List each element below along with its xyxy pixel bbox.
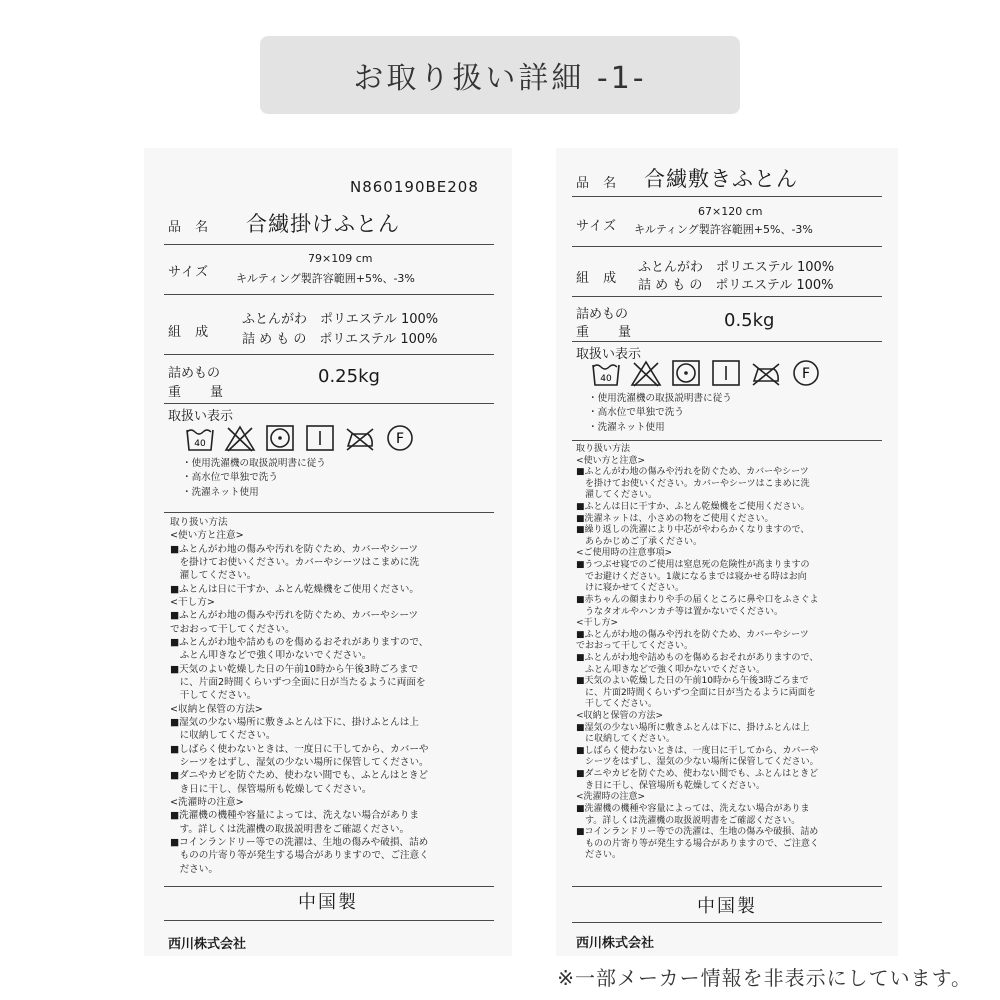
care-instruction-line: ■ふとんがわ地の傷みや汚れを防ぐため、カバーやシーツ [576, 629, 809, 640]
care-instructions [170, 516, 429, 876]
care-instruction-line: 干してください。 [170, 690, 257, 702]
wash-temp: 40 [600, 374, 612, 384]
weight-label: 重 量 [576, 325, 633, 340]
care-instruction-line: <干し方> [170, 596, 215, 608]
care-instruction-line: ■しばらく使わないときは、一度日に干してから、カバーや [576, 745, 819, 756]
line-dry-icon [710, 359, 742, 387]
no-iron-icon [344, 424, 376, 452]
care-instruction-line: ものの片寄り等が発生する場合がありますので、ご注意く [170, 850, 429, 862]
care-instruction-line: ■天気のよい乾燥した日の午前10時から午後3時ごろまで [170, 663, 419, 675]
care-instruction-line: ■コインランドリー等での洗濯は、生地の傷みや破損、詰め [576, 827, 819, 838]
divider [572, 886, 882, 887]
care-instruction-line: 取り扱い方法 [576, 444, 631, 454]
weight-value: 0.5kg [724, 310, 775, 331]
care-instruction-line: ■湿気の少ない場所に敷きふとんは下に、掛けふとんは上 [170, 716, 419, 728]
divider [572, 296, 882, 297]
care-notes [588, 392, 732, 435]
divider [164, 403, 494, 404]
care-instruction-line: ■ふとんがわ地や詰めものを傷めるおそれがありますので、 [576, 652, 819, 663]
divider [572, 196, 882, 197]
page-title-banner [260, 36, 740, 114]
care-instruction-line: シーツをはずし、湿気の少ない場所に保管してください。 [170, 756, 429, 768]
care-instruction-line: ■しばらく使わないときは、一度日に干してから、カバーや [170, 743, 429, 755]
size-tolerance: キルティング製許容範囲+5%、-3% [236, 272, 415, 285]
divider [572, 341, 882, 342]
weight-label: 重 量 [168, 385, 225, 400]
care-instruction-line: ださい。 [170, 863, 218, 875]
maker-name: 西川株式会社 [168, 937, 247, 952]
composition-label: 組 成 [576, 271, 622, 286]
care-instruction-line: ■天気のよい乾燥した日の午前10時から午後3時ごろまで [576, 676, 809, 687]
care-symbols [590, 359, 822, 387]
care-instruction-line: ■ふとんは日に干すか、ふとん乾燥機をご使用ください。 [576, 502, 810, 513]
care-instruction-line: でおおって干してください。 [576, 641, 694, 652]
care-instruction-line: ■湿気の少ない場所に敷きふとんは下に、掛けふとんは上 [576, 722, 810, 733]
care-instruction-line: ■うつぶせ寝でのご使用は窒息死の危険性が高まりますの [576, 560, 810, 571]
divider [164, 294, 494, 295]
care-instruction-line: ■繰り返しの洗濯により中芯がやわらかくなりますので、 [576, 525, 810, 536]
care-instruction-line: ださい。 [576, 850, 622, 861]
size-label: サイズ [576, 219, 617, 234]
care-instruction-line: を掛けてお使いください。カバーやシーツはこまめに洗 [170, 556, 420, 568]
care-symbols-label: 取扱い表示 [168, 409, 234, 424]
dry-clean-f-icon [790, 359, 822, 387]
care-instruction-line: あらかじめご了承ください。 [576, 536, 703, 547]
care-instruction-line: ものの片寄り等が発生する場合がありますので、ご注意く [576, 838, 819, 849]
care-instruction-line: でお避けください。1歳になるまでは寝かせる時はお向 [576, 571, 807, 582]
composition-line: ふとんがわ ポリエステル 100% [242, 312, 439, 327]
care-instruction-line: に収納してください。 [576, 734, 676, 745]
weight-value: 0.25kg [318, 366, 380, 387]
care-instruction-line: ■洗濯機の機種や容量によっては、洗えない場合がありま [170, 810, 419, 822]
care-symbols-label: 取扱い表示 [576, 347, 642, 362]
tumble-dry-low-icon [670, 359, 702, 387]
care-instruction-line: す。詳しくは洗濯機の取扱説明書をご確認ください。 [170, 823, 410, 835]
size-value: 79×109 cm [308, 252, 373, 265]
size-label: サイズ [168, 265, 209, 280]
page-title: お取り扱い詳細 -1- [353, 61, 647, 96]
care-instruction-line: シーツをはずし、湿気の少ない場所に保管してください。 [576, 757, 819, 768]
care-instruction-line: に収納してください。 [170, 730, 276, 742]
care-note: ・高水位で単独で洗う [588, 407, 684, 419]
composition-line: 詰 め も の ポリエステル 100% [242, 332, 438, 347]
care-instruction-line: <ご使用時の注意事項> [576, 548, 673, 559]
care-instruction-line: <使い方と注意> [576, 455, 646, 466]
care-instruction-line: 干してください。 [576, 699, 658, 710]
product-code: N860190BE208 [350, 178, 479, 196]
footnote: ※一部メーカー情報を非表示にしています。 [557, 966, 972, 990]
name-label: 品 名 [576, 176, 622, 191]
care-instruction-line: <洗濯時の注意> [576, 792, 646, 803]
origin: 中国製 [298, 892, 358, 913]
care-note: ・洗濯ネット使用 [588, 421, 665, 433]
care-note: ・使用洗濯機の取扱説明書に従う [588, 393, 732, 404]
care-instruction-line: ■ふとんは日に干すか、ふとん乾燥機をご使用ください。 [170, 583, 419, 595]
care-instruction-line: でおおって干してください。 [170, 623, 295, 635]
divider [572, 922, 882, 923]
care-instructions [576, 444, 819, 862]
care-label-left [144, 148, 512, 956]
care-note: ・使用洗濯機の取扱説明書に従う [182, 458, 326, 469]
care-instruction-line: ■コインランドリー等での洗濯は、生地の傷みや破損、詰め [170, 836, 429, 848]
divider [164, 920, 494, 921]
divider [572, 246, 882, 247]
care-instruction-line: ■ダニやカビを防ぐため、使わない間でも、ふとんはときど [170, 770, 429, 782]
care-instruction-line: ■ふとんがわ地の傷みや汚れを防ぐため、カバーやシーツ [170, 610, 419, 622]
composition-line: 詰 め も の ポリエステル 100% [638, 278, 834, 293]
divider [164, 244, 494, 245]
composition-label: 組 成 [168, 325, 214, 340]
care-instruction-line: 取り扱い方法 [170, 517, 228, 528]
care-instruction-line: を掛けてお使いください。カバーやシーツはこまめに洗 [576, 478, 810, 489]
care-notes [182, 457, 326, 500]
care-instruction-line: き日に干し、保管場所も乾燥してください。 [576, 780, 766, 791]
filling-label: 詰めもの [168, 366, 221, 381]
care-label-right [556, 148, 898, 956]
product-name: 合繊敷きふとん [644, 167, 798, 191]
divider [164, 354, 494, 355]
size-value: 67×120 cm [698, 205, 763, 218]
care-instruction-line: ■ダニやカビを防ぐため、使わない間でも、ふとんはときど [576, 769, 819, 780]
svg-text:F: F [801, 366, 811, 382]
no-bleach-icon [630, 359, 662, 387]
care-instruction-line: ■ふとんがわ地の傷みや汚れを防ぐため、カバーやシーツ [576, 467, 809, 478]
care-instruction-line: に、片面2時間くらいずつ全面に日が当たるように両面を [170, 676, 426, 688]
size-tolerance: キルティング製許容範囲+5%、-3% [634, 223, 813, 236]
wash-tub-icon [590, 359, 622, 387]
care-instruction-line: <使い方と注意> [170, 530, 244, 542]
care-instruction-line: ■赤ちゃんの顔まわりや手の届くところに鼻や口をふさぐよ [576, 594, 819, 605]
wash-tub-icon [184, 424, 216, 452]
care-instruction-line: ふとん叩きなどで強く叩かないでください。 [576, 664, 766, 675]
svg-text:F: F [395, 431, 405, 447]
maker-name: 西川株式会社 [576, 936, 655, 951]
divider [164, 886, 494, 887]
care-instruction-line: ふとん叩きなどで強く叩かないでください。 [170, 650, 372, 662]
care-note: ・洗濯ネット使用 [182, 486, 259, 498]
care-instruction-line: き日に干し、保管場所も乾燥してください。 [170, 783, 372, 795]
care-instruction-line: ■ふとんがわ地の傷みや汚れを防ぐため、カバーやシーツ [170, 543, 419, 555]
filling-label: 詰めもの [576, 307, 629, 322]
care-instruction-line: 濯してください。 [576, 490, 658, 501]
care-instruction-line: 濯してください。 [170, 570, 257, 582]
care-instruction-line: す。詳しくは洗濯機の取扱説明書をご確認ください。 [576, 815, 801, 826]
line-dry-icon [304, 424, 336, 452]
divider [572, 440, 882, 441]
care-symbols [184, 424, 416, 452]
dry-clean-f-icon [384, 424, 416, 452]
composition-line: ふとんがわ ポリエステル 100% [638, 260, 835, 275]
care-instruction-line: ■洗濯機の機種や容量によっては、洗えない場合がありま [576, 803, 810, 814]
care-instruction-line: うなタオルやハンカチ等は置かないでください。 [576, 606, 784, 617]
tumble-dry-low-icon [264, 424, 296, 452]
care-note: ・高水位で単独で洗う [182, 472, 278, 484]
care-instruction-line: <干し方> [576, 618, 619, 629]
care-instruction-line: ■洗濯ネットは、小さめの物をご使用ください。 [576, 513, 774, 524]
name-label: 品 名 [168, 220, 214, 235]
care-instruction-line: けに寝かせてください。 [576, 583, 685, 594]
product-name: 合繊掛けふとん [246, 212, 400, 236]
care-instruction-line: に、片面2時間くらいずつ全面に日が当たるように両面を [576, 687, 816, 698]
no-iron-icon [750, 359, 782, 387]
origin: 中国製 [697, 896, 757, 917]
divider [164, 512, 494, 513]
care-instruction-line: ■ふとんがわ地や詰めものを傷めるおそれがありますので、 [170, 636, 429, 648]
no-bleach-icon [224, 424, 256, 452]
care-instruction-line: <収納と保管の方法> [170, 703, 263, 715]
wash-temp: 40 [194, 439, 206, 449]
care-instruction-line: <収納と保管の方法> [576, 711, 664, 722]
care-instruction-line: <洗濯時の注意> [170, 796, 244, 808]
